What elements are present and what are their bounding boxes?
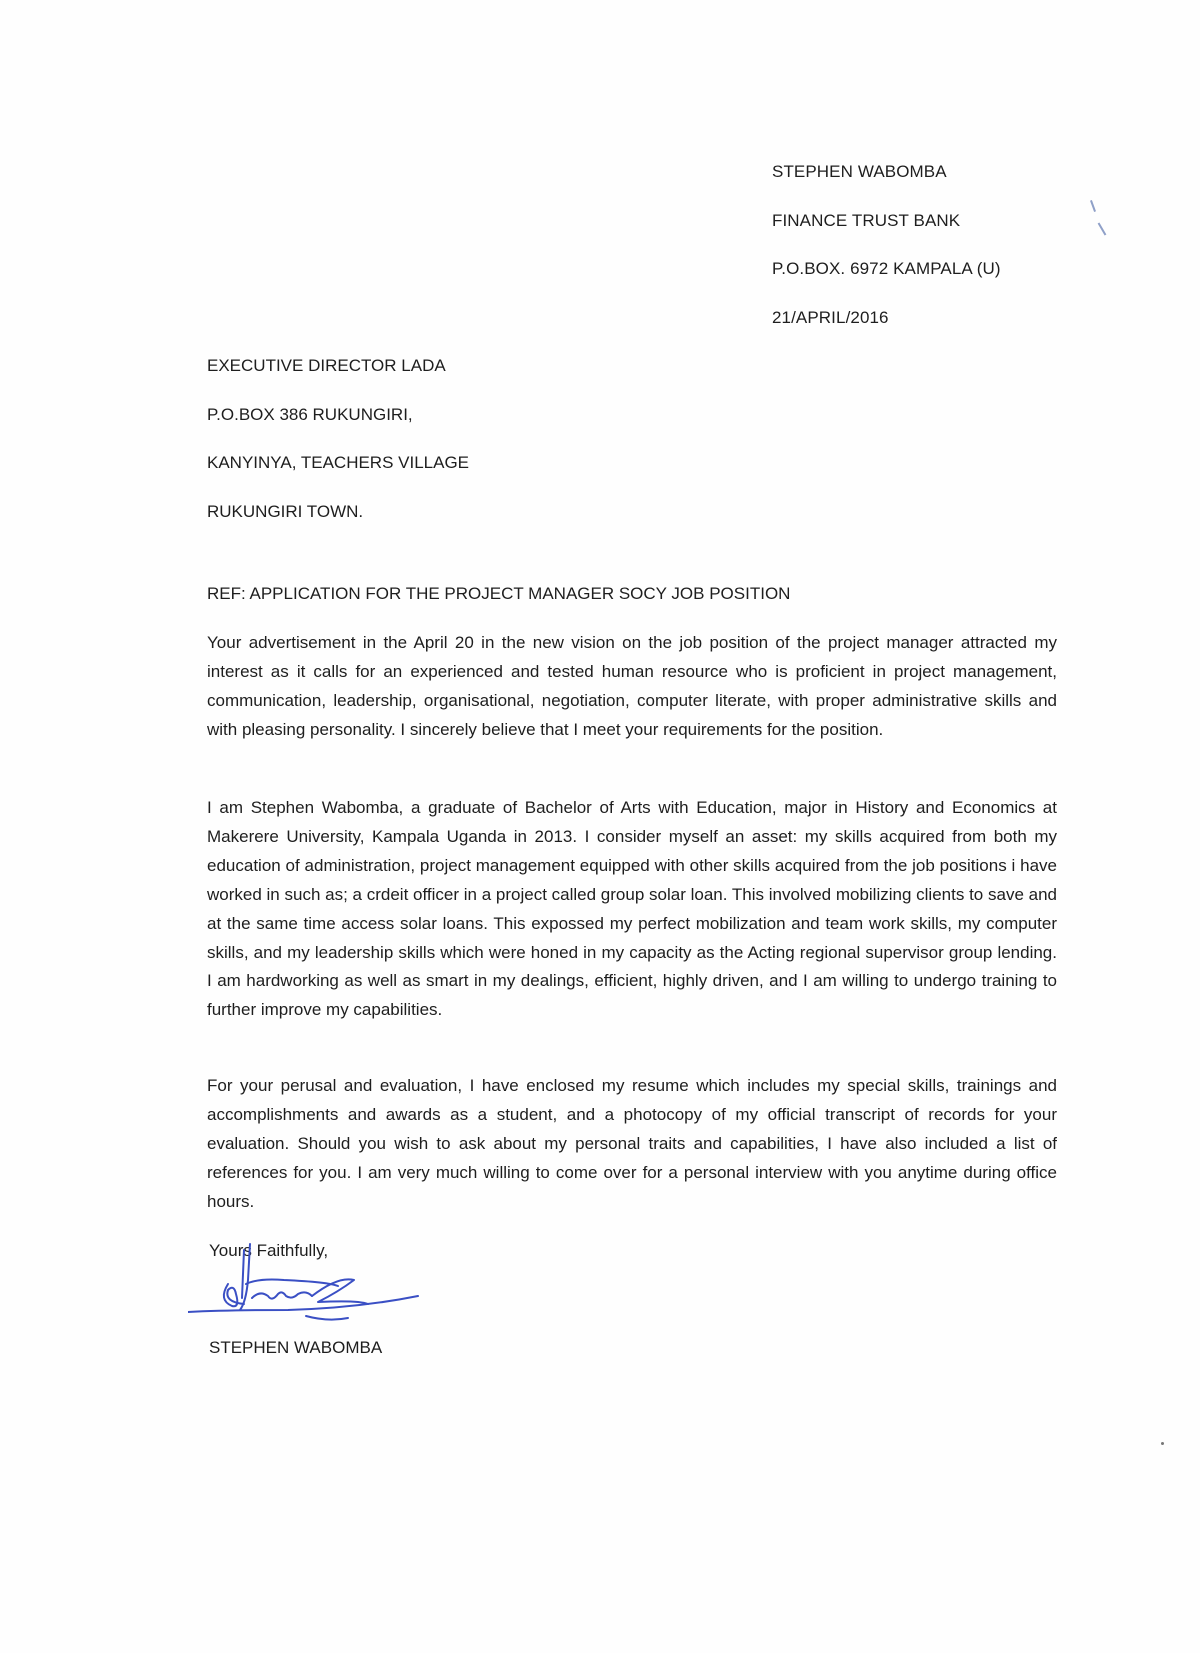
paragraph-text: For your perusal and evaluation, I have enclosed my resume which includes my special skills, trainings and accomplishments and awards as a student, and a photocopy of my official transcript of records for your evaluation. Should you wish to ask about my personal traits and capabilities, I have also included a list of references for you. I am very much willing to come over for a personal interview with you anytime during office hours. — [207, 1076, 1057, 1211]
signatory-name: STEPHEN WABOMBA — [209, 1338, 383, 1357]
scan-speck — [1090, 200, 1096, 212]
recipient-town: RUKUNGIRI TOWN. — [207, 501, 364, 521]
recipient-address-block — [207, 342, 469, 536]
letter-date: 21/APRIL/2016 — [772, 307, 889, 327]
paragraph-text: I am Stephen Wabomba, a graduate of Bachelor of Arts with Education, major in History and Economics at Makerere University, Kampala Uganda in 2013. I consider myself an asset: my skills acquired from both my education of administration, project management equipped with other skills acquired from the job positions i have worked in such as; a crdeit officer in a project called group solar loan. This involved mobilizing clients to save and at the same time access solar loans. This expossed my perfect mobilization and team work skills, my computer skills, and my leadership skills which were honed in my capacity as the Acting regional supervisor group lending. I am hardworking as well as smart in my dealings, efficient, highly driven, and I am willing to undergo training to further improve my capabilities. — [207, 798, 1057, 1020]
body-paragraph-1 — [207, 629, 1057, 745]
recipient-po-box: P.O.BOX 386 RUKUNGIRI, — [207, 404, 413, 424]
sender-organization: FINANCE TRUST BANK — [772, 210, 961, 230]
scan-speck — [1161, 1442, 1164, 1445]
paragraph-text: Your advertisement in the April 20 in the new vision on the job position of the project manager attracted my interest as it calls for an experienced and tested human resource who is proficient in project management, communication, leadership, organisational, negotiation, computer literate, with proper administrative skills and with pleasing personality. I sincerely believe that I meet your requirements for the position. — [207, 633, 1057, 739]
handwritten-signature — [188, 1240, 428, 1350]
sender-address-block — [772, 148, 1001, 342]
body-paragraph-2 — [207, 794, 1057, 1025]
subject-line: REF: APPLICATION FOR THE PROJECT MANAGER SOCY JOB POSITION — [207, 584, 791, 603]
body-paragraph-3 — [207, 1072, 1057, 1217]
recipient-location: KANYINYA, TEACHERS VILLAGE — [207, 453, 470, 472]
sender-name: STEPHEN WABOMBA — [772, 162, 947, 181]
sender-address: P.O.BOX. 6972 KAMPALA (U) — [772, 259, 1001, 278]
scan-speck — [1098, 222, 1107, 235]
recipient-title: EXECUTIVE DIRECTOR LADA — [207, 356, 446, 375]
closing-salutation: Yours Faithfully, — [209, 1241, 329, 1260]
